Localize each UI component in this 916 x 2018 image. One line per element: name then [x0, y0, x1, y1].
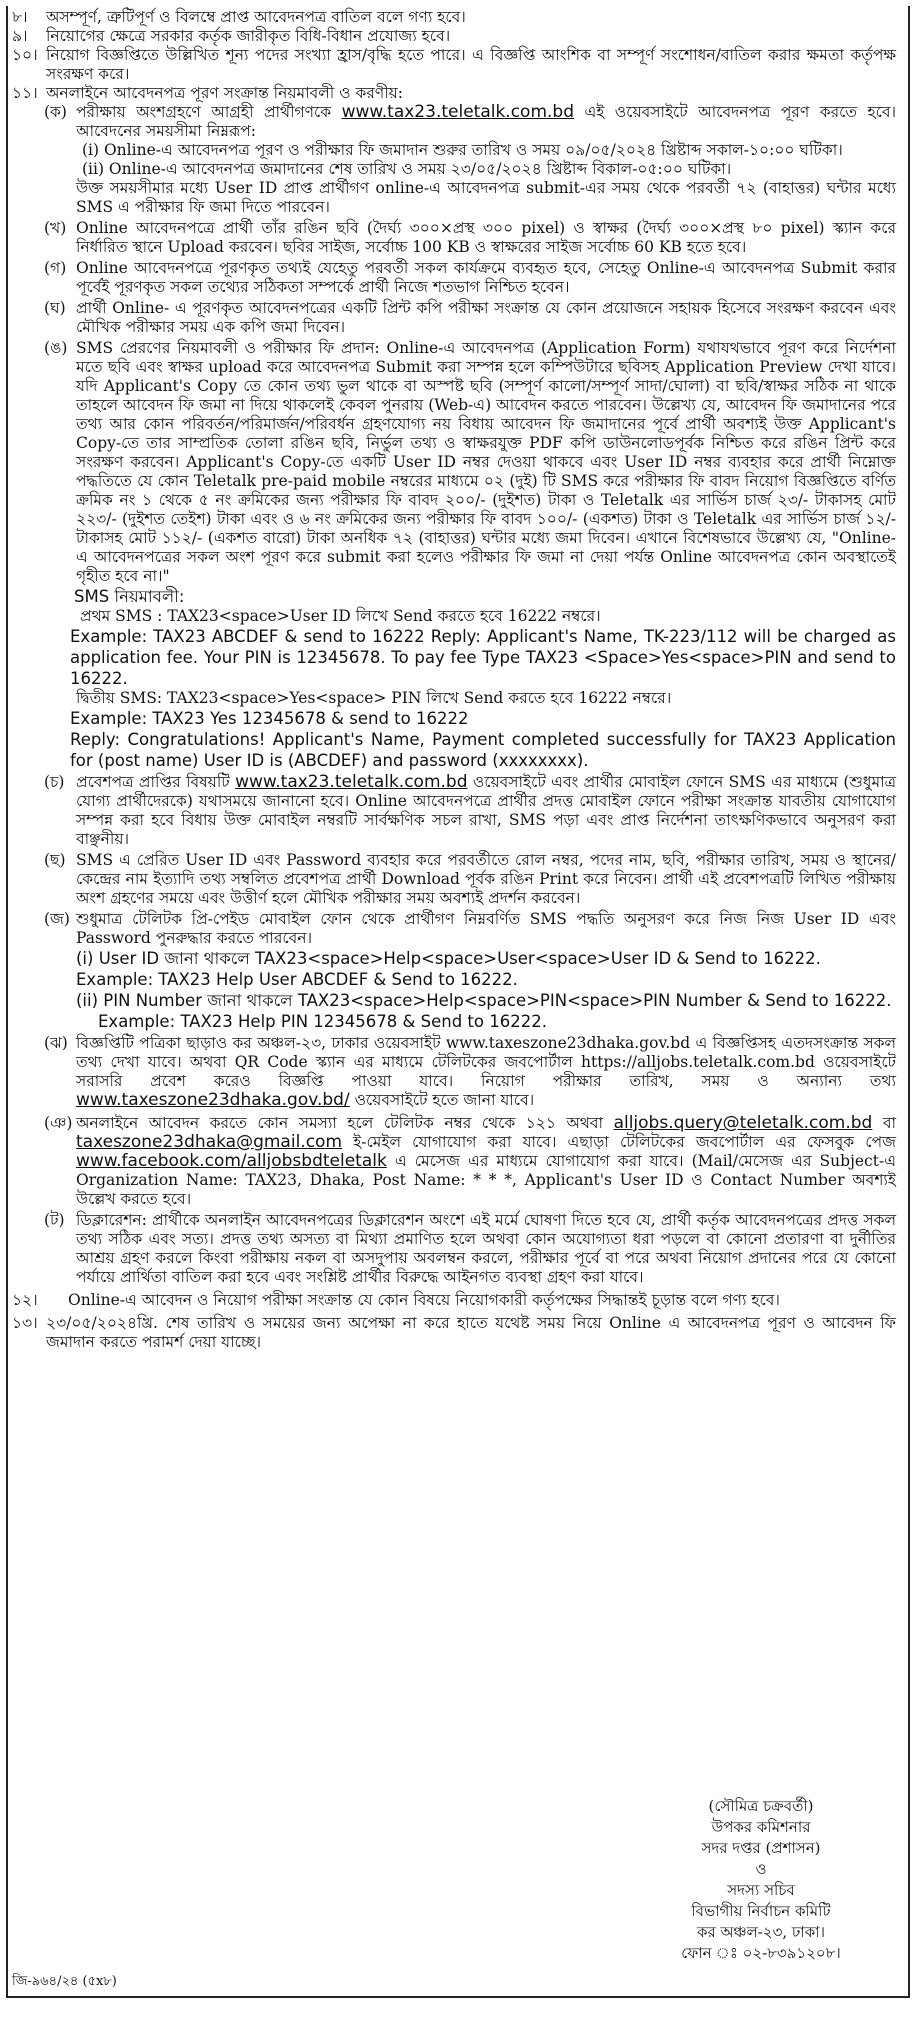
signatory-title: উপকর কমিশনার: [711, 1818, 811, 1836]
subitem-label: (ঘ): [44, 299, 66, 317]
item-12: [6, 1291, 910, 1310]
subitem-label: (ঞ): [44, 1114, 73, 1132]
footer-reference: জি-৯৬৪/২৪ (৫x৮): [12, 1974, 117, 1989]
subitem-text: এ মেসেজ এর মাধ্যমে যোগাযোগ করা যাবে। (Mail/মেসেজ এর Subject-এ Organization Name: TAX23, Dhaka, Post Name: * * *, Applicant's User ID ও Contact Number অবশ্যই উল্লেখ করতে হবে।: [76, 1152, 896, 1208]
sms-rules-heading: SMS নিয়মাবলী:: [74, 587, 185, 606]
subitem-nya: [44, 1113, 896, 1209]
item-number: ১০।: [12, 46, 38, 64]
teletalk-email-link[interactable]: alljobs.query@teletalk.com.bd: [613, 1113, 873, 1133]
subitem-label: (ছ): [44, 851, 66, 869]
second-sms-line: দ্বিতীয় SMS: TAX23<space>Yes<space> PIN লিখে Send করতে হবে 16222 নম্বরে।: [76, 689, 672, 707]
signatory-name: (সৌমিত্র চক্রবর্তী): [708, 1797, 814, 1815]
subitem-text: ওয়েবসাইটে হতে জানা যাবে।: [354, 1091, 535, 1109]
recover-user-id-example: Example: TAX23 Help User ABCDEF & Send to 16222.: [76, 970, 518, 989]
recover-user-id-line: (i) User ID জানা থাকলে TAX23<space>Help<space>User<space>User ID & Send to 16222.: [76, 949, 821, 968]
subitem-chha: [44, 851, 896, 908]
end-time-line: (ii) Online-এ আবেদনপত্র জমাদানের শেষ তারিখ ও সময় ২৩/০৫/২০২৪ খ্রিষ্টাব্দ বিকাল-০৫:০০ ঘটিকা।: [82, 160, 732, 178]
subitem-ka: [44, 102, 896, 217]
subitem-label: (জ): [44, 910, 70, 928]
subitem-label: (চ): [44, 773, 65, 791]
subitem-text: ই-মেইল যোগাযোগ করা যাবে। এছাড়া টেলিটকের জবপোর্টাল এর ফেসবুক পেজ: [353, 1133, 896, 1151]
item-number: ৯।: [12, 27, 28, 45]
item-number: ৮।: [12, 8, 28, 26]
recover-pin-example: Example: TAX23 Help PIN 12345678 & Send to 16222.: [98, 1012, 547, 1031]
subitem-text: বা: [882, 1114, 896, 1132]
notice-page: [6, 6, 910, 2006]
item-10: [6, 46, 910, 84]
item-9: [6, 27, 910, 46]
item-text: অসম্পূর্ণ, ত্রুটিপূর্ণ ও বিলম্বে প্রাপ্ত আবেদনপত্র বাতিল বলে গণ্য হবে।: [46, 8, 466, 26]
signatory-and: ও: [755, 1860, 767, 1878]
subitem-label: (ট): [44, 1211, 65, 1229]
first-sms-example: Example: TAX23 ABCDEF & send to 16222 Reply: Applicant's Name, TK-223/112 will be charged as application fee. Your PIN is 12345678. To pay fee Type TAX23 <Space>Yes<space>PIN and send to 16222.: [70, 627, 896, 688]
subitem-kha: [44, 219, 896, 257]
subitem-ga: [44, 259, 896, 297]
subitem-text: অনলাইনে আবেদন করতে কোন সমস্যা হলে টেলিটক নম্বর থেকে ১২১ অথবা: [76, 1114, 604, 1132]
subitem-gha: [44, 299, 896, 337]
subitem-text: পরীক্ষায় অংশগ্রহণে আগ্রহী প্রার্থীগণকে: [76, 103, 332, 121]
item-text: নিয়োগ বিজ্ঞপ্তিতে উল্লিখিত শূন্য পদের সংখ্যা হ্রাস/বৃদ্ধি হতে পারে। এ বিজ্ঞপ্তি আংশিক বা সম্পূর্ণ সংশোধন/বাতিল করার ক্ষমতা কর্তৃপক্ষ সংরক্ষণ করে।: [46, 46, 896, 83]
subitem-label: (খ): [44, 219, 67, 237]
facebook-page-link[interactable]: www.facebook.com/alljobsbdteletalk: [76, 1151, 387, 1171]
subitem-label: (ঝ): [44, 1034, 68, 1052]
page-border-bottom: [6, 1996, 910, 1998]
item-number: ১১।: [12, 84, 38, 102]
first-sms-line: প্রথম SMS : TAX23<space>User ID লিখে Send করতে হবে 16222 নম্বরে।: [80, 607, 601, 625]
item-number: ১২।: [12, 1291, 38, 1309]
signatory-committee: বিভাগীয় নির্বাচন কমিটি: [691, 1902, 831, 1920]
subitem-text: ওয়েবসাইটে এবং প্রার্থীর মোবাইল ফোনে SMS এর মাধ্যমে (শুধুমাত্র যোগ্য প্রার্থীদেরকে) যথাসময়ে জানানো হবে। Online আবেদনপত্রে প্রার্থীর প্রদত্ত মোবাইল ফোনে পরীক্ষা সংক্রান্ত যাবতীয় যোগাযোগ সম্পন্ন করা হবে বিধায় উক্ত মোবাইল নম্বরটি সার্বক্ষণিক সচল রাখা, SMS পড়া এবং প্রাপ্ত নির্দেশনা তাৎক্ষণিকভাবে অনুসরণ করা বাঞ্ছনীয়।: [76, 773, 896, 848]
item-11: [6, 84, 910, 1287]
fee-deadline-line: উক্ত সময়সীমার মধ্যে User ID প্রাপ্ত প্রার্থীগণ online-এ আবেদনপত্র submit-এর সময় থেকে পরবর্তী ৭২ (বাহাত্তর) ঘন্টার মধ্যে SMS এ পরীক্ষার ফি জমা দিতে পারবেন।: [76, 179, 896, 216]
taxes-zone-email-link[interactable]: taxeszone23dhaka@gmail.com: [76, 1132, 342, 1152]
recover-pin-line: (ii) PIN Number জানা থাকলে TAX23<space>Help<space>PIN<space>PIN Number & Send to 16222.: [76, 991, 892, 1010]
subitem-text: প্রবেশপত্র প্রাপ্তির বিষয়টি: [76, 773, 230, 791]
signature-block: [651, 1796, 871, 1964]
subitem-text: SMS প্রেরণের নিয়মাবলী ও পরীক্ষার ফি প্রদান: Online-এ আবেদনপত্র (Application Form) যথাযথভাবে পূরণ করে নির্দেশনা মতে ছবি এবং স্বাক্ষর upload করে আবেদনপত্র Submit করা সম্পন্ন হলে কম্পিউটারে ছবিসহ Application Preview দেখা যাবে। যদি Applicant's Copy তে কোন তথ্য ভুল থাকে বা অস্পষ্ট ছবি (সম্পূর্ণ কালো/সম্পূর্ণ সাদা/ঘোলা) বা ছবি/স্বাক্ষর সঠিক না থাকে তাহলে আবেদন ফি জমা না দিয়ে থাকলেই কেবল পুনরায় (Web-এ) আবেদন করতে পারবেন। উল্লেখ্য যে, আবেদন ফি জমাদানের পরে তথ্য আর কোন পরিবর্তন/পরিমার্জন/পরিবর্ধন গ্রহণযোগ্য নয় বিধায় আবেদন ফি জমাদানের পূর্বে প্রার্থী অবশ্যই উক্ত Applicant's Copy-তে তার সাম্প্রতিক তোলা রঙিন ছবি, নির্ভুল তথ্য ও স্বাক্ষরযুক্ত PDF কপি ডাউনলোডপূর্বক নিশ্চিত করে রঙিন প্রিন্ট করে সংরক্ষণ করবেন। Applicant's Copy-তে একটি User ID নম্বর দেওয়া থাকবে এবং User ID নম্বর ব্যবহার করে প্রার্থী নিম্নোক্ত পদ্ধতিতে যে কোন Teletalk pre-paid mobile নম্বরের মাধ্যমে ০২ (দুই) টি SMS করে পরীক্ষার ফি বাবদ নিয়োগ বিজ্ঞপ্তিতে বর্ণিত ক্রমিক নং ১ থেকে ৫ নং ক্রমিকের জন্য পরীক্ষার ফি বাবদ ২০০/- (দুইশত) টাকা ও Teletalk এর সার্ভিস চার্জ ২৩/- টাকাসহ মোট ২২৩/- (দুইশত তেইশ) টাকা এবং ও ৬ নং ক্রমিকের জন্য পরীক্ষার ফি বাবদ ১০০/- (একশত) টাকা ও Teletalk এর সার্ভিস চার্জ ১২/- টাকাসহ মোট ১১২/- (একশত বারো) টাকা অনধিক ৭২ (বাহাত্তর) ঘন্টার মধ্যে জমা দিবেন। এখানে বিশেষভাবে উল্লেখ্য যে, "Online-এ আবেদনপত্রের সকল অংশ পূরণ করে submit করা হলেও পরীক্ষার ফি জমা না দেয়া পর্যন্ত Online আবেদনপত্র কোন অবস্থাতেই গৃহীত হবে না।": [76, 339, 896, 585]
subitem-label: (ক): [44, 103, 67, 121]
signatory-office: সদর দপ্তর (প্রশাসন): [701, 1839, 821, 1857]
subitem-jha: [44, 1034, 896, 1110]
signatory-role: সদস্য সচিব: [727, 1881, 795, 1899]
subitem-ta: [44, 1211, 896, 1287]
item-text: ২৩/০৫/২০২৪খ্রি. শেষ তারিখ ও সময়ের জন্য অপেক্ষা না করে হাতে যথেষ্ট সময় নিয়ে Online এ আবেদনপত্র পূরণ ও আবেদন ফি জমাদান করতে পরামর্শ দেয়া যাচ্ছে।: [46, 1314, 896, 1351]
second-sms-example: Example: TAX23 Yes 12345678 & send to 16222: [70, 709, 469, 728]
sms-rules: [70, 586, 896, 771]
taxes-zone-website-link[interactable]: www.taxeszone23dhaka.gov.bd/: [76, 1090, 350, 1110]
subitem-text: Online আবেদনপত্রে পূরণকৃত তথ্যই যেহেতু পরবর্তী সকল কার্যক্রমে ব্যবহৃত হবে, সেহেতু Online-এ আবেদনপত্র Submit করার পূর্বেই পূরণকৃত সকল তথ্যের সঠিকতা সম্পর্কে প্রার্থী নিজে শতভাগ নিশ্চিত হবেন।: [76, 259, 896, 296]
subitem-text: ডিক্লারেশন: প্রার্থীকে অনলাইন আবেদনপত্রের ডিক্লারেশন অংশে এই মর্মে ঘোষণা দিতে হবে যে, প্রার্থী কর্তৃক আবেদনপত্রের প্রদত্ত সকল তথ্য সঠিক এবং সত্য। প্রদত্ত তথ্য অসত্য বা মিথ্যা প্রমাণিত হলে অথবা কোন অযোগ্যতা ধরা পড়লে বা কোনো প্রতারণা বা দুর্নীতির আশ্রয় গ্রহণ করলে কিংবা পরীক্ষায় নকল বা অসদুপায় অবলম্বন করলে, পরীক্ষার পূর্বে বা পরে অথবা নিয়োগ প্রদানের পরে যে কোনো পর্যায়ে প্রার্থিতা বাতিল করা হবে এবং সংশ্লিষ্ট প্রার্থীর বিরুদ্ধে আইনগত ব্যবস্থা গ্রহণ করা যাবে।: [76, 1211, 896, 1286]
signatory-phone: ফোন ঃ ০২-৮৩৯১২০৮।: [681, 1944, 841, 1962]
subitem-ja: [44, 910, 896, 1032]
admit-card-website-link[interactable]: www.tax23.teletalk.com.bd: [235, 772, 468, 792]
item-8: [6, 8, 910, 27]
subitem-cha: [44, 772, 896, 849]
subitem-text: এই ওয়েবসাইটে আবেদনপত্র পূরণ করতে হবে। আবেদনের সময়সীমা নিম্নরূপ:: [76, 103, 896, 140]
subitem-text: SMS এ প্রেরিত User ID এবং Password ব্যবহার করে পরবর্তীতে রোল নম্বর, পদের নাম, ছবি, পরীক্ষার তারিখ, সময় ও স্থানের/কেন্দ্রের নাম ইত্যাদি তথ্য সম্বলিত প্রবেশপত্র প্রার্থী Download পূর্বক রঙিন Print করে নিবেন। প্রার্থী এই প্রবেশপত্রটি লিখিত পরীক্ষায় অংশ গ্রহণের সময়ে এবং উত্তীর্ণ হলে মৌখিক পরীক্ষার সময় অবশ্যই প্রদর্শন করবেন।: [76, 851, 896, 907]
subitem-label: (ঙ): [44, 339, 68, 357]
start-time-line: (i) Online-এ আবেদনপত্র পূরণ ও পরীক্ষার ফি জমাদান শুরুর তারিখ ও সময় ০৯/০৫/২০২৪ খ্রিষ্টাব্দ সকাল-১০:০০ ঘটিকা।: [82, 141, 843, 159]
subitem-text: প্রার্থী Online- এ পূরণকৃত আবেদনপত্রের একটি প্রিন্ট কপি পরীক্ষা সংক্রান্ত যে কোন প্রয়োজনে সহায়ক হিসেবে সংরক্ষণ করবেন এবং মৌখিক পরীক্ষার সময় এক কপি জমা দিবেন।: [76, 299, 896, 336]
item-13: [6, 1314, 910, 1352]
second-sms-reply: Reply: Congratulations! Applicant's Name, Payment completed successfully for TAX23 Application for (post name) User ID is (ABCDEF) and password (xxxxxxxx).: [70, 730, 896, 770]
subitem-text: Online আবেদনপত্রে প্রার্থী তাঁর রঙিন ছবি (দৈর্ঘ্য ৩০০×প্রস্থ ৩০০ pixel) ও স্বাক্ষর (দৈর্ঘ্য ৩০০×প্রস্থ ৮০ pixel) স্ক্যান করে নির্ধারিত স্থানে Upload করবেন। ছবির সাইজ, সর্বোচ্চ 100 KB ও স্বাক্ষরের সাইজ সর্বোচ্চ 60 KB হতে হবে।: [76, 219, 896, 256]
subitem-text: বিজ্ঞপ্তিটি পত্রিকা ছাড়াও কর অঞ্চল-২৩, ঢাকার ওয়েবসাইট www.taxeszone23dhaka.gov.bd এ বিজ্ঞপ্তিসহ এতদসংক্রান্ত সকল তথ্য দেখা যাবে। অথবা QR Code স্ক্যান এর মাধ্যমে টেলিটকের জবপোর্টাল https://alljobs.teletalk.com.bd ওয়েবসাইটে সরাসরি প্রবেশ করেও বিজ্ঞপ্তি পাওয়া যাবে। নিয়োগ পরীক্ষার তারিখ, সময় ও অন্যান্য তথ্য: [76, 1034, 896, 1090]
subitem-label: (গ): [44, 259, 67, 277]
signatory-zone: কর অঞ্চল-২৩, ঢাকা।: [697, 1923, 825, 1941]
subitem-uma: [44, 339, 896, 586]
application-website-link[interactable]: www.tax23.teletalk.com.bd: [341, 102, 574, 122]
subitem-text: শুধুমাত্র টেলিটক প্রি-পেইড মোবাইল ফোন থেকে প্রার্থীগণ নিম্নবর্ণিত SMS পদ্ধতি অনুসরণ করে নিজ নিজ User ID এবং Password পুনরুদ্ধার করতে পারবেন।: [76, 910, 896, 947]
item-text: Online-এ আবেদন ও নিয়োগ পরীক্ষা সংক্রান্ত যে কোন বিষয়ে নিয়োগকারী কর্তৃপক্ষের সিদ্ধান্তই চূড়ান্ত বলে গণ্য হবে।: [68, 1291, 780, 1309]
item-heading: অনলাইনে আবেদনপত্র পূরণ সংক্রান্ত নিয়মাবলী ও করণীয়:: [46, 84, 404, 102]
item-text: নিয়োগের ক্ষেত্রে সরকার কর্তৃক জারীকৃত বিধি-বিধান প্রযোজ্য হবে।: [46, 27, 451, 45]
item-number: ১৩।: [12, 1314, 38, 1332]
